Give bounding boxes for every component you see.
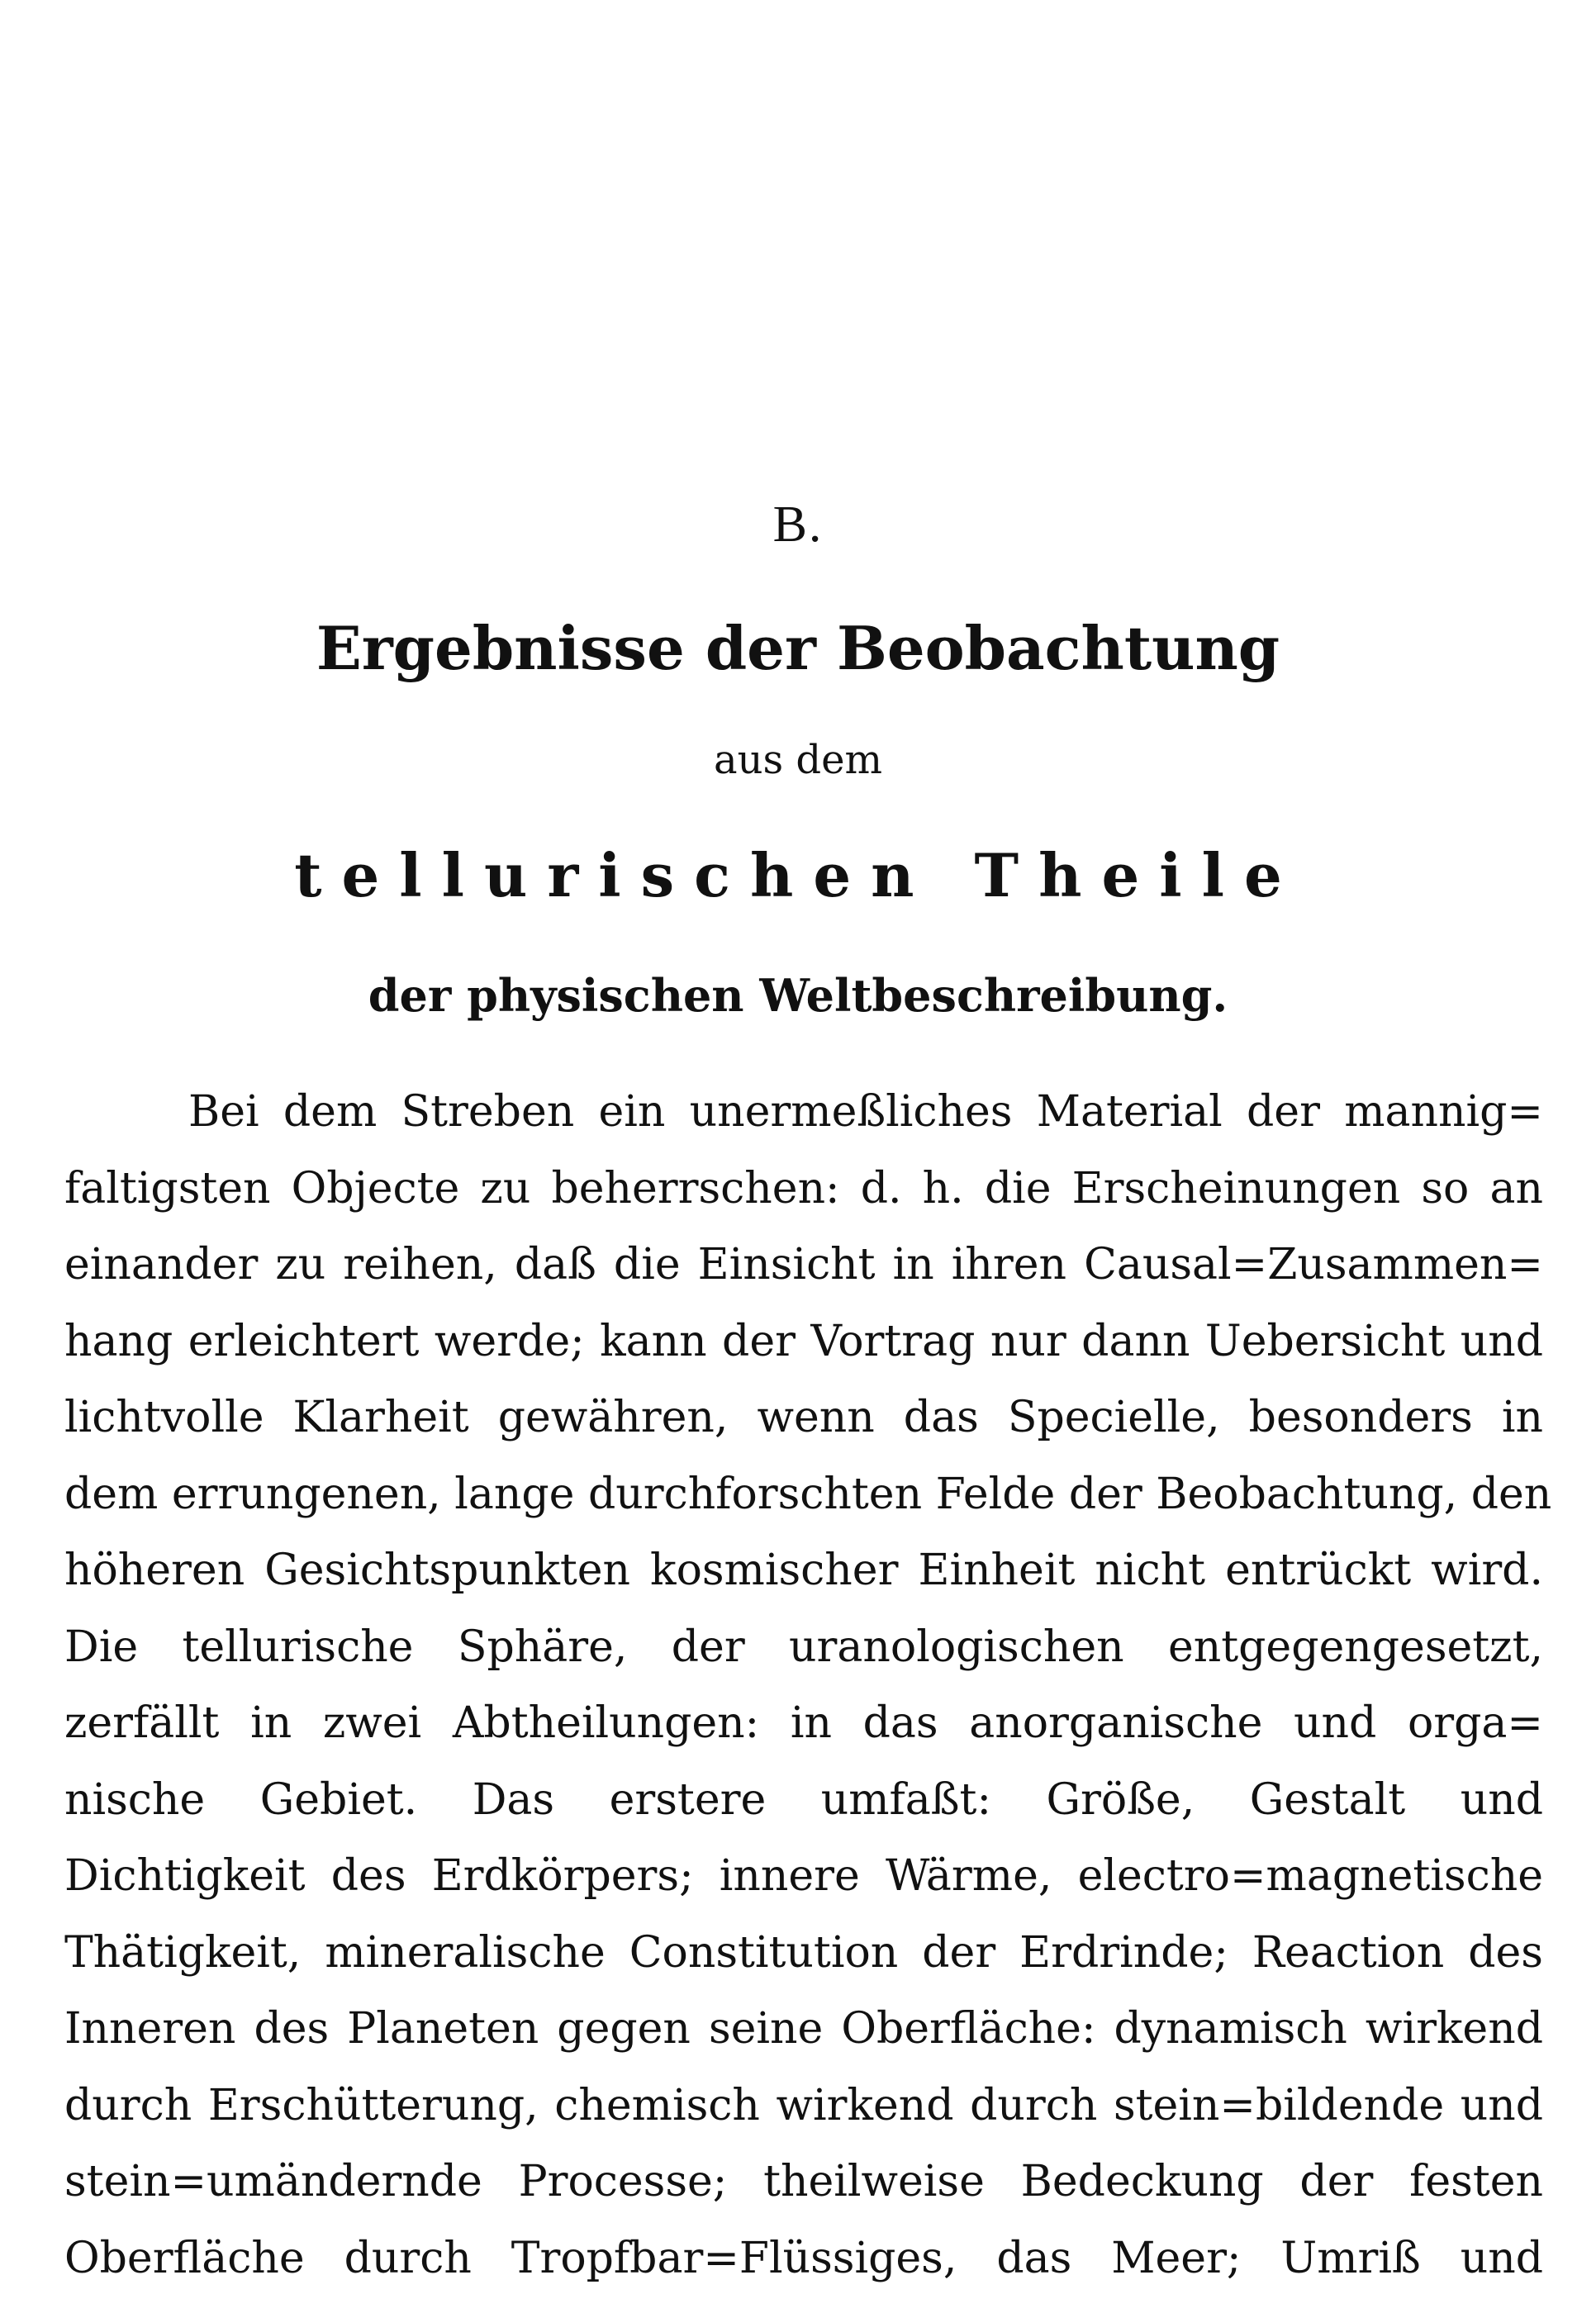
text-line: dem errungenen, lange durchforschten Felde der Beobachtung, den <box>64 1469 1552 1519</box>
body-paragraph <box>64 1074 1552 2296</box>
text-line: Dichtigkeit des Erdkörpers; innere Wärme, electro=magnetische <box>64 1851 1543 1901</box>
chapter-subtitle: der physischen Weltbeschreibung. <box>368 969 1228 1022</box>
text-line: zerfällt in zwei Abtheilungen: in das anorganische und orga= <box>64 1698 1543 1748</box>
text-line: Inneren des Planeten gegen seine Oberfläche: dynamisch wirkend <box>64 2004 1543 2054</box>
text-line: lichtvolle Klarheit gewähren, wenn das Specielle, besonders in <box>64 1393 1543 1442</box>
text-line: hang erleichtert werde; kann der Vortrag nur dann Uebersicht und <box>64 1316 1543 1366</box>
text-line: stein=umändernde Processe; theilweise Bedeckung der festen <box>64 2157 1543 2206</box>
text-line: Bei dem Streben ein unermeßliches Material der mannig= <box>188 1087 1543 1137</box>
text-line: faltigsten Objecte zu beherrschen: d. h. die Erscheinungen so an <box>64 1163 1543 1213</box>
chapter-title-spaced: tellurischen Theile <box>294 840 1302 910</box>
text-line: nische Gebiet. Das erstere umfaßt: Größe, Gestalt und <box>64 1774 1543 1825</box>
section-letter: B. <box>772 496 824 553</box>
text-line: Thätigkeit, mineralische Constitution der Erdrinde; Reaction des <box>64 1927 1543 1978</box>
text-line: höheren Gesichtspunkten kosmischer Einheit nicht entrückt wird. <box>64 1546 1543 1595</box>
text-line: durch Erschütterung, chemisch wirkend durch stein=bildende und <box>64 2080 1543 2130</box>
chapter-title-connector: aus dem <box>713 737 883 783</box>
text-line: Die tellurische Sphäre, der uranologischen entgegengesetzt, <box>64 1622 1543 1672</box>
chapter-title: Ergebnisse der Beobachtung <box>316 613 1280 683</box>
text-line: einander zu reihen, daß die Einsicht in ihren Causal=Zusammen= <box>64 1240 1543 1289</box>
text-line: Oberfläche durch Tropfbar=Flüssiges, das Meer; Umriß und <box>64 2233 1543 2283</box>
